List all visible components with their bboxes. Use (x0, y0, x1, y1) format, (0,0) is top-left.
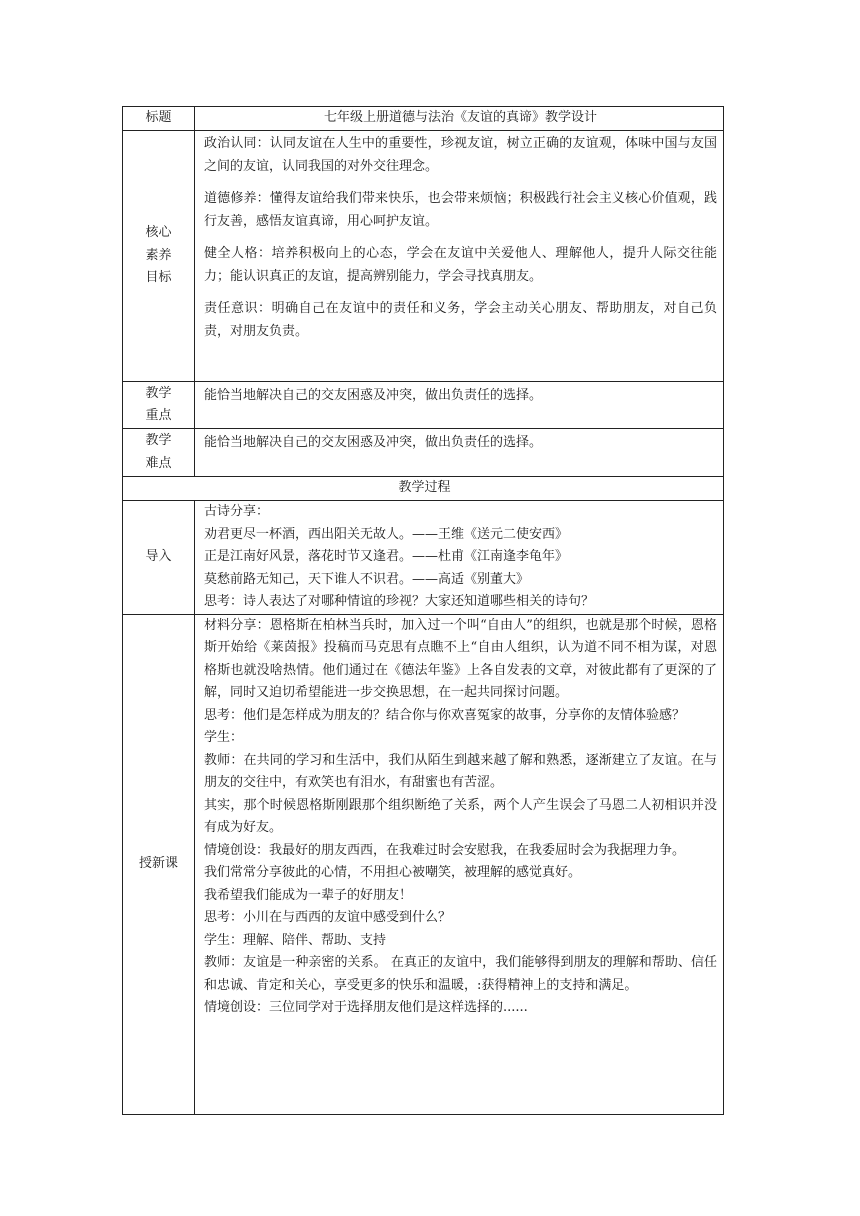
label-line: 难点 (145, 455, 172, 471)
new-lesson-label: 授新课 (123, 614, 195, 1114)
lesson-paragraph: 其实，那个时候恩格斯刚跟那个组织断绝了关系，两个人产生误会了马恩二人初相识并没有成为好友。 (204, 797, 717, 835)
process-heading-row (123, 477, 724, 501)
core-literacy-content (195, 131, 724, 382)
difficulty-label (123, 429, 195, 477)
lesson-paragraph: 我希望我们能成为一辈子的好朋友！ (204, 887, 413, 903)
label-line: 目标 (145, 270, 172, 286)
key-point-content (195, 382, 724, 429)
goal-responsibility: 责任意识：明确自己在友谊中的责任和义务，学会主动关心朋友、帮助朋友，对自己负责，对朋友负责。 (204, 301, 717, 339)
lesson-paragraph: 情境创设：我最好的朋友西西，在我难过时会安慰我，在我委屈时会为我据理力争。 (204, 842, 686, 858)
intro-label: 导入 (123, 501, 195, 615)
core-literacy-row (123, 131, 724, 382)
lesson-paragraph: 我们常常分享彼此的心情，不用担心被嘲笑，被理解的感觉真好。 (204, 865, 582, 880)
intro-line: 正是江南好风景，落花时节又逢君。——杜甫《江南逢李龟年》 (204, 549, 569, 564)
title-row (123, 107, 724, 131)
label-line: 教学 (145, 385, 172, 401)
goal-moral: 道德修养：懂得友谊给我们带来快乐，也会带来烦恼；积极践行社会主义核心价值观，践行友善，感悟友谊真谛，用心呵护友谊。 (204, 191, 717, 229)
lesson-paragraph: 教师：友谊是一种亲密的关系。 在真正的友谊中，我们能够得到朋友的理解和帮助、信任和忠诚、肯定和关心，享受更多的快乐和温暖，:获得精神上的支持和满足。 (204, 955, 717, 993)
intro-line: 思考：诗人表达了对哪种情谊的珍视？大家还知道哪些相关的诗句？ (204, 594, 595, 609)
lesson-plan-table (122, 106, 724, 1115)
difficulty-content (195, 429, 724, 477)
intro-line: 莫愁前路无知己，天下谁人不识君。——高适《别董大》 (204, 571, 530, 587)
key-point-text: 能恰当地解决自己的交友困惑及冲突，做出负责任的选择。 (204, 388, 543, 403)
goal-personality: 健全人格：培养积极向上的心态，学会在友谊中关爱他人、理解他人，提升人际交往能力；能认识真正的友谊，提高辨别能力，学会寻找真朋友。 (204, 246, 717, 284)
intro-content (195, 501, 724, 615)
lesson-paragraph: 学生： (204, 730, 244, 745)
key-point-row (123, 382, 724, 429)
process-heading: 教学过程 (123, 477, 724, 501)
title-label: 标题 (123, 107, 195, 131)
intro-line: 古诗分享： (204, 504, 270, 519)
intro-row (123, 501, 724, 615)
lesson-paragraph: 思考：他们是怎样成为朋友的？结合你与你欢喜冤家的故事，分享你的友情体验感？ (204, 707, 686, 723)
difficulty-text: 能恰当地解决自己的交友困惑及冲突，做出负责任的选择。 (204, 435, 543, 450)
new-lesson-content (195, 614, 724, 1114)
key-point-label (123, 382, 195, 429)
document-title: 七年级上册道德与法治《友谊的真谛》教学设计 (195, 107, 724, 131)
label-line: 教学 (145, 433, 172, 448)
core-literacy-label (123, 131, 195, 382)
label-line: 重点 (145, 408, 172, 423)
label-line: 素养 (145, 247, 172, 263)
lesson-paragraph: 教师：在共同的学习和生活中，我们从陌生到越来越了解和熟悉，逐渐建立了友谊。在与朋友的交往中，有欢笑也有泪水，有甜蜜也有苦涩。 (204, 752, 717, 790)
lesson-paragraph: 思考：小川在与西西的友谊中感受到什么？ (204, 910, 452, 925)
goal-political: 政治认同：认同友谊在人生中的重要性，珍视友谊，树立正确的友谊观，体味中国与友国之间的友谊，认同我国的对外交往理念。 (204, 136, 717, 174)
lesson-paragraph: 情境创设：三位同学对于选择朋友他们是这样选择的...... (204, 1000, 528, 1015)
lesson-paragraph: 学生：理解、陪伴、帮助、支持 (204, 932, 387, 948)
difficulty-row (123, 429, 724, 477)
new-lesson-row (123, 614, 724, 1114)
label-line: 核心 (145, 225, 172, 241)
intro-line: 劝君更尽一杯酒，西出阳关无故人。——王维《送元二使安西》 (204, 526, 569, 542)
lesson-paragraph: 材料分享：恩格斯在柏林当兵时，加入过一个叫“自由人”的组织，也就是那个时候，恩格斯开始给《莱茵报》投稿而马克思有点瞧不上“自由人组织，认为道不同不相为谋，对恩格斯也就没啥热情。他们通过在《德法年鉴》上各自发表的文章，对彼此都有了更深的了解，同时又迫切希望能进一步交换思想，在一起共同探讨问题。 (204, 617, 717, 700)
